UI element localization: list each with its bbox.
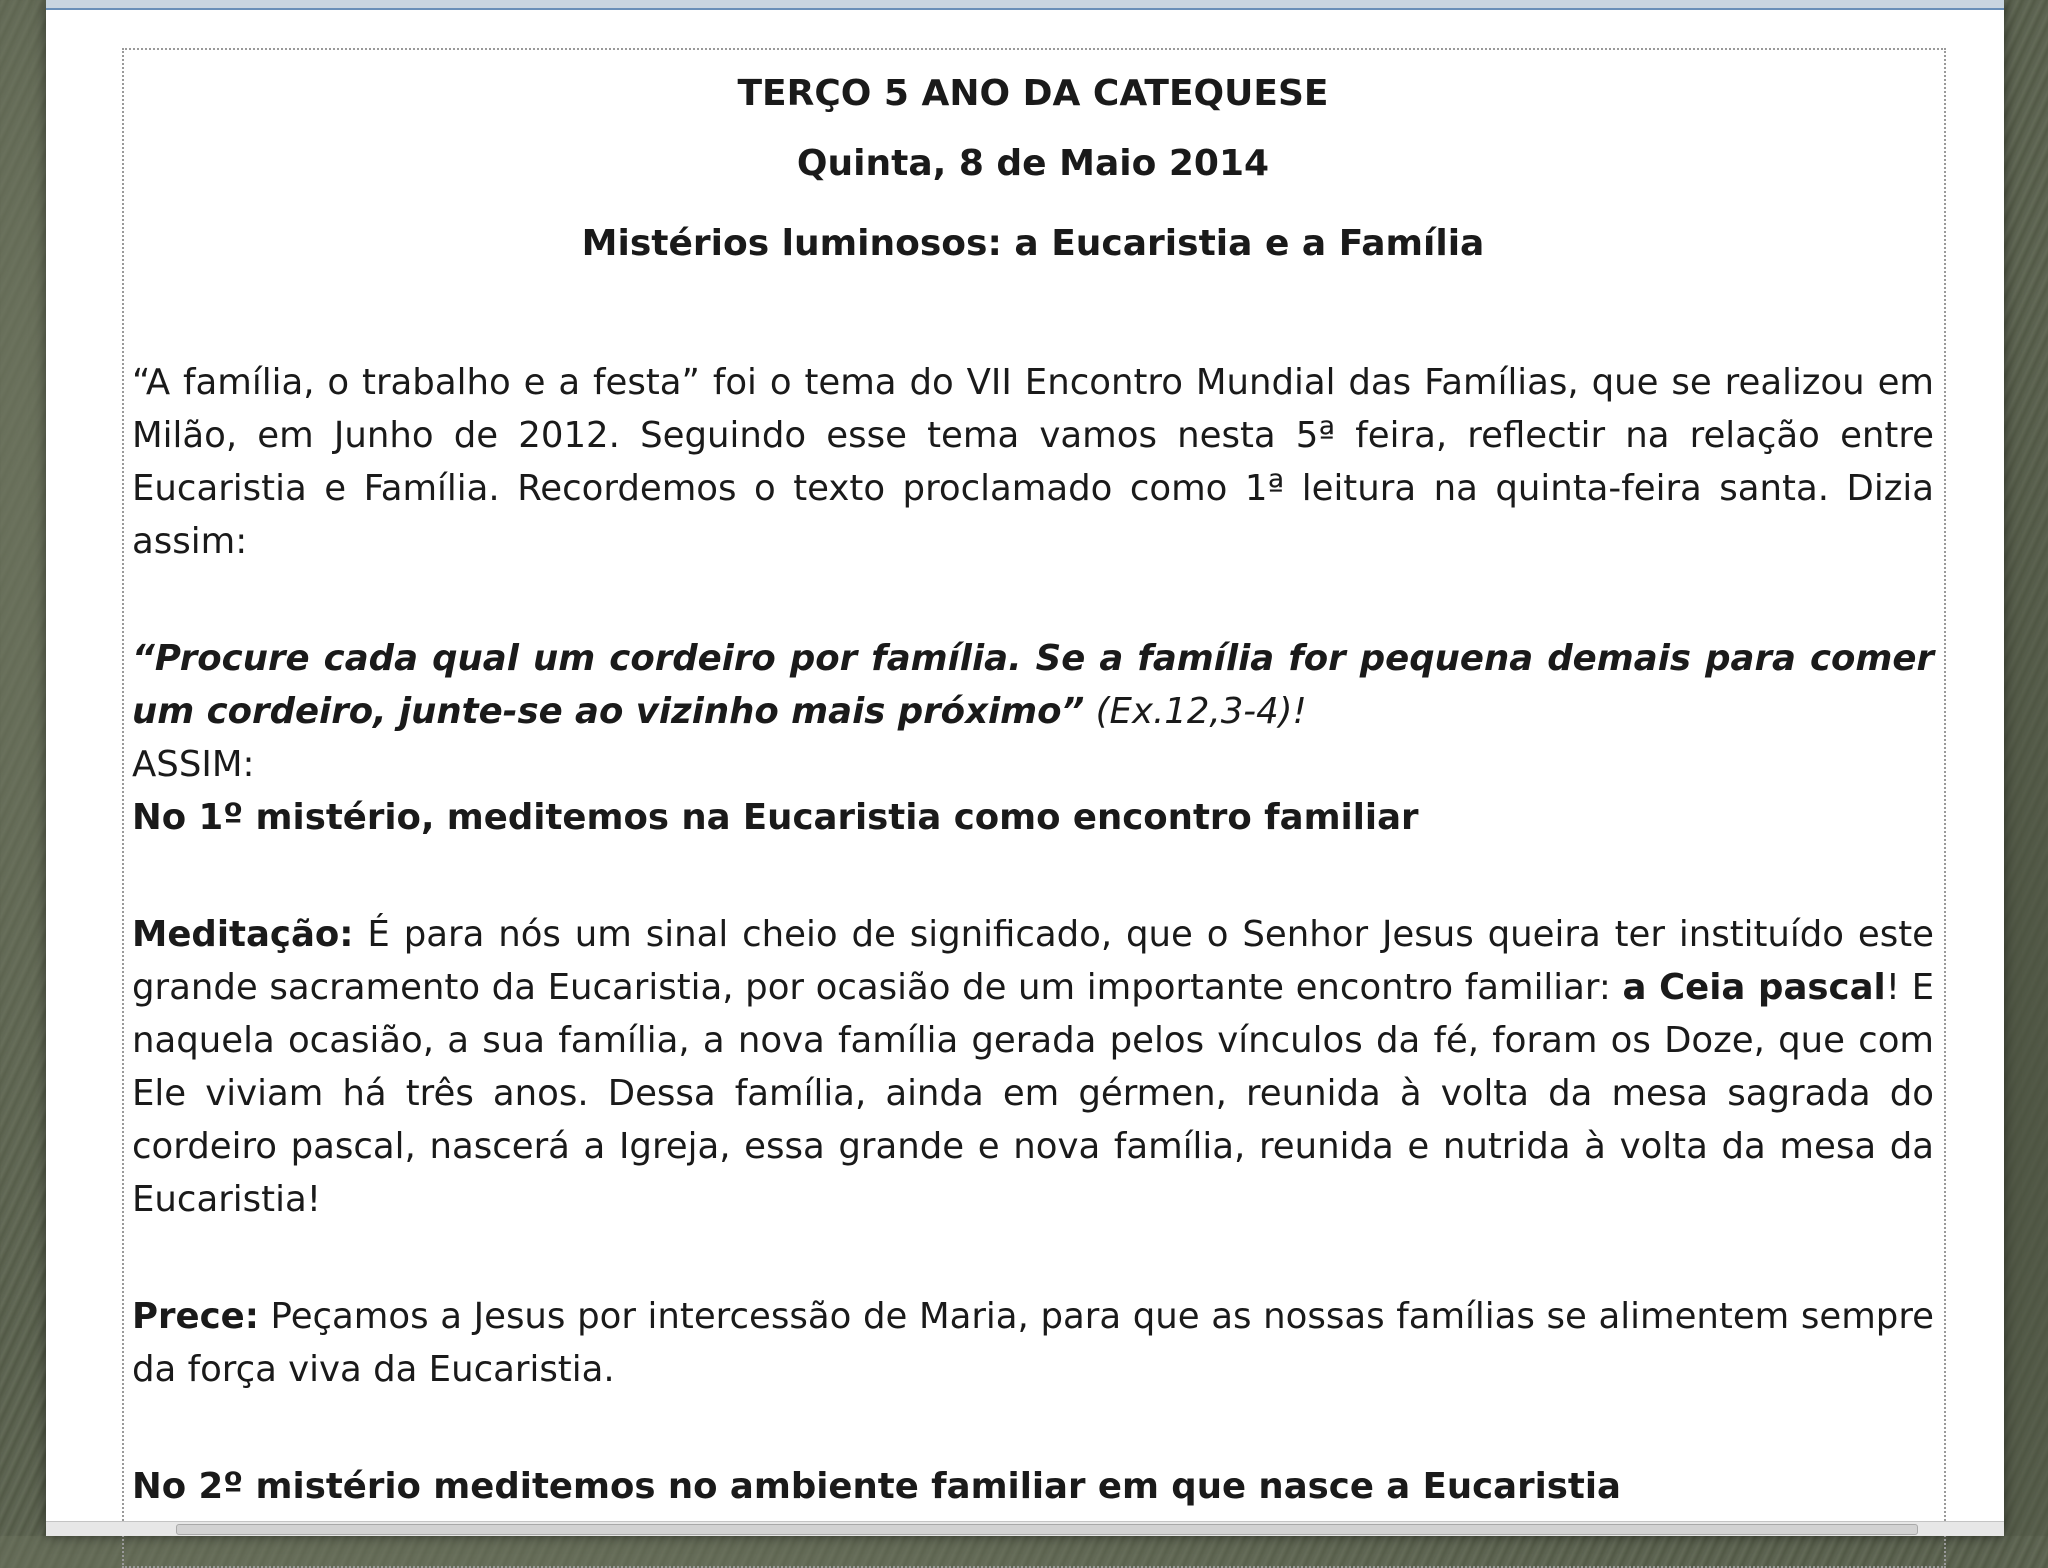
document-title: TERÇO 5 ANO DA CATEQUESE [737, 73, 1329, 114]
document-subtitle: Mistérios luminosos: a Eucaristia e a Família [581, 223, 1485, 264]
prayer-label: Prece: [132, 1296, 259, 1337]
scripture-quote: “Procure cada qual um cordeiro por família. Se a família for pequena demais para comer um cordeiro, junte-se ao vizinho mais próximo” [132, 638, 1934, 732]
mystery-2-title: No 2º mistério meditemos no ambiente familiar em que nasce a Eucaristia [132, 1466, 1622, 1507]
scripture-quote-paragraph [132, 632, 1934, 738]
top-rule [46, 8, 2004, 10]
meditation-label: Meditação: [132, 914, 354, 955]
mystery-1-title: No 1º mistério, meditemos na Eucaristia como encontro familiar [132, 797, 1419, 838]
meditation-paragraph [132, 908, 1934, 1226]
document-page [122, 48, 1946, 1568]
slide-frame [46, 0, 2004, 1536]
meditation-text-a: É para nós um sinal cheio de significado, que o Senhor Jesus queira ter instituído este grande sacramento da Eucaristia, por ocasião de um importante encontro familiar: [132, 914, 1934, 1008]
intro-paragraph: “A família, o trabalho e a festa” foi o tema do VII Encontro Mundial das Famílias, que se realizou em Milão, em Junho de 2012. Seguindo esse tema vamos nesta 5ª feira, reflectir na relação entre Eucaristia e Família. Recordemos o texto proclamado como 1ª leitura na quinta-feira santa. Dizia assim: [132, 362, 1934, 562]
meditation-text-b: ! E naquela ocasião, a sua família, a nova família gerada pelos vínculos da fé, foram os Doze, que com Ele viviam há três anos. Dessa família, ainda em gérmen, reunida à volta da mesa sagrada do cordeiro pascal, nascerá a Igreja, essa grande e nova família, reunida e nutrida à volta da mesa da Eucaristia! [132, 967, 1935, 1220]
meditation-emphasis: a Ceia pascal [1622, 967, 1886, 1008]
document-date: Quinta, 8 de Maio 2014 [796, 143, 1270, 184]
assim-label: ASSIM: [132, 744, 255, 785]
scripture-reference: (Ex.12,3-4)! [1084, 691, 1307, 732]
prayer-text: Peçamos a Jesus por intercessão de Maria, para que as nossas famílias se alimentem sempre da força viva da Eucaristia. [132, 1296, 1934, 1390]
prayer-paragraph [132, 1290, 1934, 1396]
horizontal-scrollbar[interactable] [46, 1521, 2004, 1536]
scrollbar-thumb[interactable] [176, 1524, 1918, 1535]
